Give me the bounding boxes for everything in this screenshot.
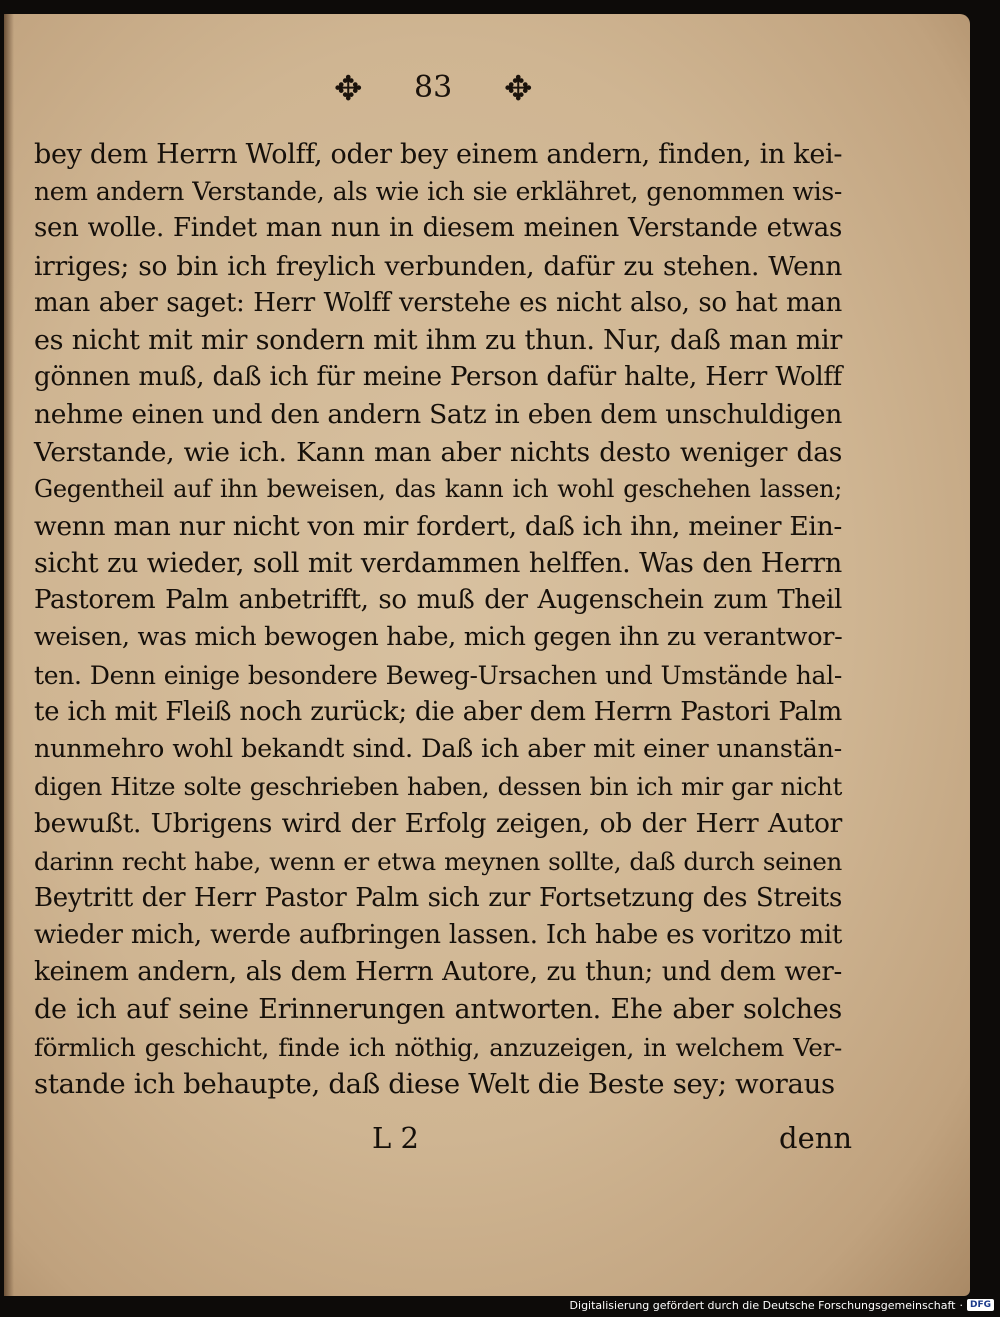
page-number: 83 [414,70,453,105]
funding-credit: Digitalisierung gefördert durch die Deutsche Forschungsgemeinschaft [569,1298,956,1312]
text-line: darinn recht habe, wenn er etwa meynen sollte, daß durch seinen [34,846,842,876]
text-line: bewußt. Ubrigens wird der Erfolg zeigen, ob der Herr Autor [34,808,842,840]
catchword: denn [779,1121,853,1155]
text-line: digen Hitze solte geschrieben haben, dessen bin ich mir gar nicht [34,772,842,802]
text-line: nem andern Verstande, als wie ich sie erklähret, genommen wis- [34,177,842,207]
ornament-right-icon: ✥ [504,69,533,109]
text-line: nunmehro wohl bekandt sind. Daß ich aber mit einer unanstän- [34,734,842,764]
text-line: gönnen muß, daß ich für meine Person dafür halte, Herr Wolff [34,362,842,393]
text-line: stande ich behaupte, daß diese Welt die Beste sey; woraus [34,1067,835,1100]
text-line: ten. Denn einige besondere Beweg-Ursachen und Umstände hal- [34,660,842,690]
text-line: Gegentheil auf ihn beweisen, das kann ich wohl geschehen lassen; [34,474,842,503]
text-line: es nicht mit mir sondern mit ihm zu thun. Nur, daß man mir [34,324,842,356]
text-line: wieder mich, werde aufbringen lassen. Ich habe es voritzo mit [34,919,842,950]
signature-mark: L 2 [372,1121,419,1155]
page-header [4,64,970,114]
text-line: irriges; so bin ich freylich verbunden, dafür zu stehen. Wenn [34,250,842,282]
text-line: bey dem Herrn Wolff, oder bey einem andern, finden, in kei- [34,139,843,170]
book-page [4,14,970,1296]
text-line: förmlich geschicht, finde ich nöthig, anzuzeigen, in welchem Ver- [34,1032,842,1062]
text-line: keinem andern, als dem Herrn Autore, zu thun; und dem wer- [34,957,842,988]
text-line: Verstande, wie ich. Kann man aber nichts desto weniger das [34,436,842,468]
text-line: man aber saget: Herr Wolff verstehe es nicht also, so hat man [34,287,842,318]
dfg-logo: DFG [967,1299,994,1311]
ornament-left-icon: ✥ [334,69,363,109]
text-line: Pastorem Palm anbetrifft, so muß der Augenschein zum Theil [34,585,842,616]
text-line: sicht zu wieder, soll mit verdammen helffen. Was den Herrn [34,548,842,580]
text-line: sen wolle. Findet man nun in diesem meinen Verstande etwas [34,213,842,244]
text-line: nehme einen und den andern Satz in eben dem unschuldigen [34,399,842,431]
text-line: Beytritt der Herr Pastor Palm sich zur Fortsetzung des Streits [34,882,842,913]
digitization-footer [570,1297,994,1313]
body-text [34,136,842,1103]
text-line: te ich mit Fleiß noch zurück; die aber dem Herrn Pastori Palm [34,696,842,727]
text-line: wenn man nur nicht von mir fordert, daß ich ihn, meiner Ein- [34,510,842,542]
separator-dot: · [959,1298,963,1312]
text-line: weisen, was mich bewogen habe, mich gegen ihn zu verantwor- [34,622,843,653]
text-line: de ich auf seine Erinnerungen antworten. Ehe aber solches [34,994,842,1026]
